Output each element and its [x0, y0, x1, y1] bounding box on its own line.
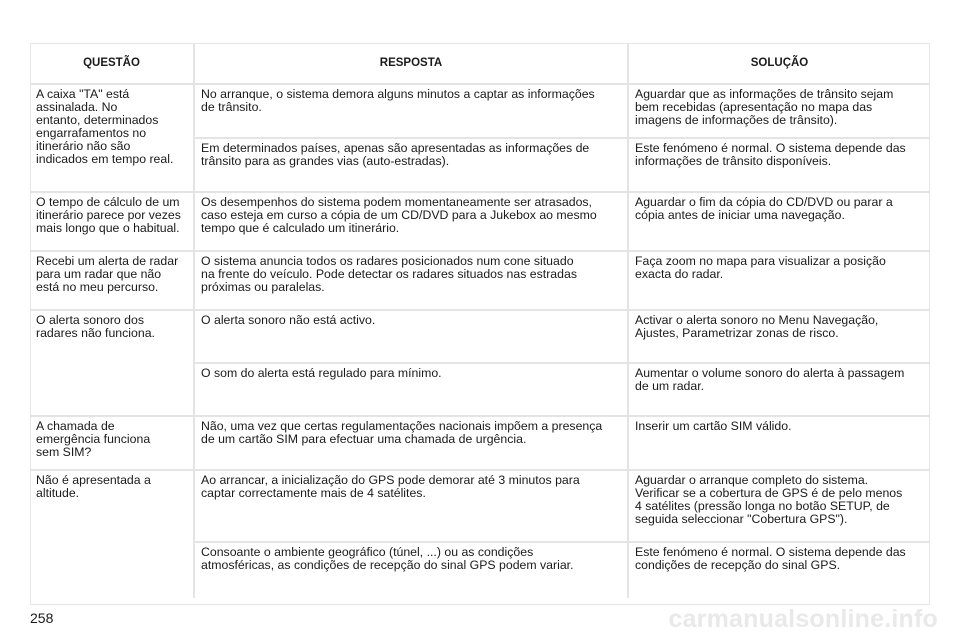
question-cell: O alerta sonoro dos radares não funciona.	[30, 311, 193, 417]
solution-cell: Aguardar que as informações de trânsito sejam bem recebidas (apresentação no mapa das imagens de informações de trânsito).	[627, 85, 930, 139]
answer-cell: Consoante o ambiente geográfico (túnel, ...) ou as condições atmosféricas, as condições de recepção do sinal GPS podem variar.	[193, 543, 627, 598]
table-row	[30, 193, 930, 252]
solution-cell: Faça zoom no mapa para visualizar a posição exacta do radar.	[627, 252, 930, 311]
question-cell: Recebi um alerta de radar para um radar que não está no meu percurso.	[30, 252, 193, 311]
answer-cell: Ao arrancar, a inicialização do GPS pode demorar até 3 minutos para captar correctamente mais de 4 satélites.	[193, 471, 627, 543]
header-row	[30, 43, 930, 85]
solution-cell: Aguardar o fim da cópia do CD/DVD ou parar a cópia antes de iniciar uma navegação.	[627, 193, 930, 252]
answer-cell: Em determinados países, apenas são apresentadas as informações de trânsito para as grandes vias (auto-estradas).	[193, 139, 627, 193]
answer-cell: O alerta sonoro não está activo.	[193, 311, 627, 364]
header-question: QUESTÃO	[30, 43, 193, 85]
answer-cell: Os desempenhos do sistema podem momentaneamente ser atrasados, caso esteja em curso a cópia de um CD/DVD para a Jukebox ao mesmo tempo que é calculado um itinerário.	[193, 193, 627, 252]
answer-cell: O sistema anuncia todos os radares posicionados num cone situado na frente do veículo. Pode detectar os radares situados nas estradas próximas ou paralelas.	[193, 252, 627, 311]
table-row	[30, 85, 930, 139]
solution-cell: Inserir um cartão SIM válido.	[627, 417, 930, 471]
table-row	[30, 471, 930, 543]
question-cell: Não é apresentada a altitude.	[36, 473, 151, 500]
question-cell: A chamada de emergência funciona sem SIM?	[30, 417, 193, 471]
answer-cell: O som do alerta está regulado para mínimo.	[193, 364, 627, 417]
solution-cell: Este fenómeno é normal. O sistema depende das condições de recepção do sinal GPS.	[627, 543, 930, 598]
table-row	[30, 417, 930, 471]
answer-cell: Não, uma vez que certas regulamentações nacionais impõem a presença de um cartão SIM para efectuar uma chamada de urgência.	[193, 417, 627, 471]
header-answer: RESPOSTA	[193, 43, 627, 85]
solution-cell: Este fenómeno é normal. O sistema depende das informações de trânsito disponíveis.	[627, 139, 930, 193]
watermark: carmanualsonline.info	[668, 605, 938, 633]
troubleshooting-table	[30, 43, 930, 598]
question-cell: O tempo de cálculo de um itinerário parece por vezes mais longo que o habitual.	[30, 193, 193, 252]
question-cell: A caixa "TA" está assinalada. No entanto, determinados engarrafamentos no itinerário não são indicados em tempo real.	[30, 85, 193, 193]
solution-cell: Aumentar o volume sonoro do alerta à passagem de um radar.	[627, 364, 930, 417]
solution-cell: Activar o alerta sonoro no Menu Navegação, Ajustes, Parametrizar zonas de risco.	[627, 311, 930, 364]
table-row	[30, 252, 930, 311]
solution-cell: Aguardar o arranque completo do sistema. Verificar se a cobertura de GPS é de pelo menos 4 satélites (pressão longa no botão SETUP, de seguida seleccionar "Cobertura GPS").	[627, 471, 930, 543]
header-solution: SOLUÇÃO	[627, 43, 930, 85]
answer-cell: No arranque, o sistema demora alguns minutos a captar as informações de trânsito.	[193, 85, 627, 139]
table-row	[30, 311, 930, 364]
faq-sheet	[30, 43, 930, 598]
page-number: 258	[30, 610, 54, 626]
